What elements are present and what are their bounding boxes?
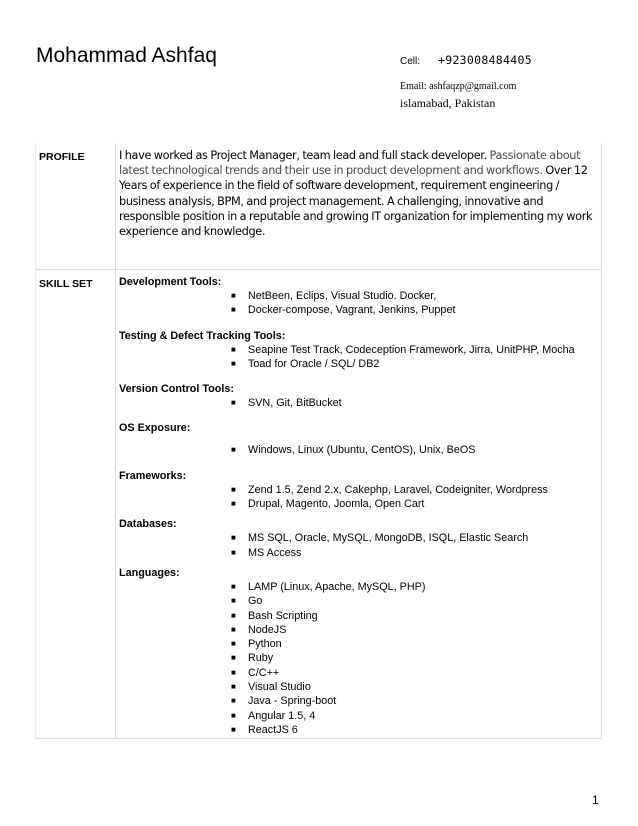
profile-text-dark: I have worked as Project Manager, team lead and full stack developer. <box>119 149 487 162</box>
skill-category-title: Frameworks: <box>119 469 187 482</box>
skills-body <box>116 270 601 737</box>
skill-item-text: LAMP (Linux, Apache, MySQL, PHP) <box>248 580 426 593</box>
email-line: Email: ashfaqzp@gmail.com <box>400 81 517 92</box>
bullet-icon: ■ <box>231 610 236 620</box>
skill-item <box>119 623 601 637</box>
bullet-icon: ■ <box>231 639 236 649</box>
skill-item <box>119 709 601 723</box>
cell-number: +923008484405 <box>438 53 532 67</box>
skill-item <box>119 497 601 511</box>
skill-item-text: NodeJS <box>248 623 287 636</box>
skill-item-text: Python <box>248 638 282 651</box>
skill-item-text: Java - Spring-boot <box>248 695 337 708</box>
bullet-icon: ■ <box>231 581 236 591</box>
candidate-name: Mohammad Ashfaq <box>36 44 217 67</box>
bullet-icon: ■ <box>231 398 236 408</box>
skill-item-text: ReactJS 6 <box>248 723 298 736</box>
skill-category-title: Databases: <box>119 518 177 531</box>
skill-item <box>119 303 601 317</box>
skill-item-text: Visual Studio <box>248 681 311 694</box>
skill-item-text: Docker-compose, Vagrant, Jenkins, Puppet <box>248 304 456 317</box>
bullet-icon: ■ <box>231 653 236 663</box>
skill-category-title: Testing & Defect Tracking Tools: <box>119 329 286 342</box>
skill-item-text: NetBeen, Eclips, Visual Studio. Docker, <box>248 290 437 302</box>
skill-item <box>119 723 601 737</box>
bullet-icon: ■ <box>231 305 236 315</box>
page-number: 1 <box>592 793 599 807</box>
bullet-icon: ■ <box>231 710 236 720</box>
skills-cell <box>116 270 602 739</box>
skill-item <box>119 396 601 410</box>
profile-cell <box>116 143 602 270</box>
profile-text-muted: Passionate about latest technological trends and their use in product development and workflows. <box>119 149 581 178</box>
bullet-icon: ■ <box>231 291 236 300</box>
skill-item <box>119 357 601 371</box>
skill-item <box>119 694 601 708</box>
skill-item <box>119 546 601 560</box>
skill-item <box>119 594 601 608</box>
skill-category-title: Development Tools: <box>119 276 222 288</box>
resume-table <box>35 143 602 739</box>
profile-label: PROFILE <box>36 143 116 270</box>
skill-item <box>119 483 601 497</box>
bullet-icon: ■ <box>231 445 236 455</box>
skill-item-text: Windows, Linux (Ubuntu, CentOS), Unix, BeOS <box>248 444 476 457</box>
bullet-icon: ■ <box>231 547 236 557</box>
skill-item-text: MS SQL, Oracle, MySQL, MongoDB, ISQL, Elastic Search <box>248 532 529 545</box>
profile-row <box>36 143 602 270</box>
skill-item <box>119 637 601 651</box>
skill-item <box>119 580 601 594</box>
skill-item <box>119 666 601 680</box>
skill-item-text: MS Access <box>248 546 302 559</box>
bullet-icon: ■ <box>231 724 236 734</box>
skill-item-text: Zend 1.5, Zend 2.x, Cakephp, Laravel, Codeigniter, Wordpress <box>248 483 548 496</box>
bullet-icon: ■ <box>231 696 236 706</box>
skill-item-text: Go <box>248 595 263 608</box>
skills-row <box>36 270 602 739</box>
skill-item <box>119 609 601 623</box>
bullet-icon: ■ <box>231 358 236 368</box>
skill-item <box>119 651 601 665</box>
skill-item-text: Ruby <box>248 652 274 665</box>
bullet-icon: ■ <box>231 533 236 543</box>
skill-item <box>119 680 601 694</box>
skill-item <box>119 289 601 303</box>
skill-item-text: Seapine Test Track, Codeception Framework, Jirra, UnitPHP, Mocha <box>248 343 575 356</box>
skill-category-title: Languages: <box>119 566 180 579</box>
skill-item-text: Toad for Oracle / SQL/ DB2 <box>248 357 380 370</box>
city-line: islamabad, Pakistan <box>400 96 496 110</box>
bullet-icon: ■ <box>231 667 236 677</box>
bullet-icon: ■ <box>231 499 236 509</box>
profile-text-rest: Over 12 Years of experience in the field of software development, requirement engineering / business analysis, BPM, and project management. A challenging, innovative and responsible position in a reputable and growing IT organization for implementing my work experience and knowledge. <box>119 164 593 239</box>
skill-item <box>119 531 601 545</box>
skills-label: SKILL SET <box>36 270 116 739</box>
cell-line <box>400 53 532 67</box>
cell-label: Cell: <box>400 56 421 67</box>
bullet-icon: ■ <box>231 682 236 692</box>
skill-item-text: Angular 1.5, 4 <box>248 709 316 722</box>
bullet-icon: ■ <box>231 344 236 354</box>
skill-item-text: SVN, Git, BitBucket <box>248 397 342 410</box>
skill-item <box>119 343 601 357</box>
skill-item-text: C/C++ <box>248 666 280 679</box>
skill-category-title: OS Exposure: <box>119 422 191 435</box>
contact-block <box>400 53 532 111</box>
skill-item-text: Drupal, Magento, Joomla, Open Cart <box>248 498 425 511</box>
skill-category-title: Version Control Tools: <box>119 383 234 396</box>
bullet-icon: ■ <box>231 624 236 634</box>
skill-item <box>119 443 601 457</box>
bullet-icon: ■ <box>231 596 236 606</box>
profile-text <box>116 143 601 239</box>
bullet-icon: ■ <box>231 484 236 494</box>
skill-item-text: Bash Scripting <box>248 609 318 622</box>
